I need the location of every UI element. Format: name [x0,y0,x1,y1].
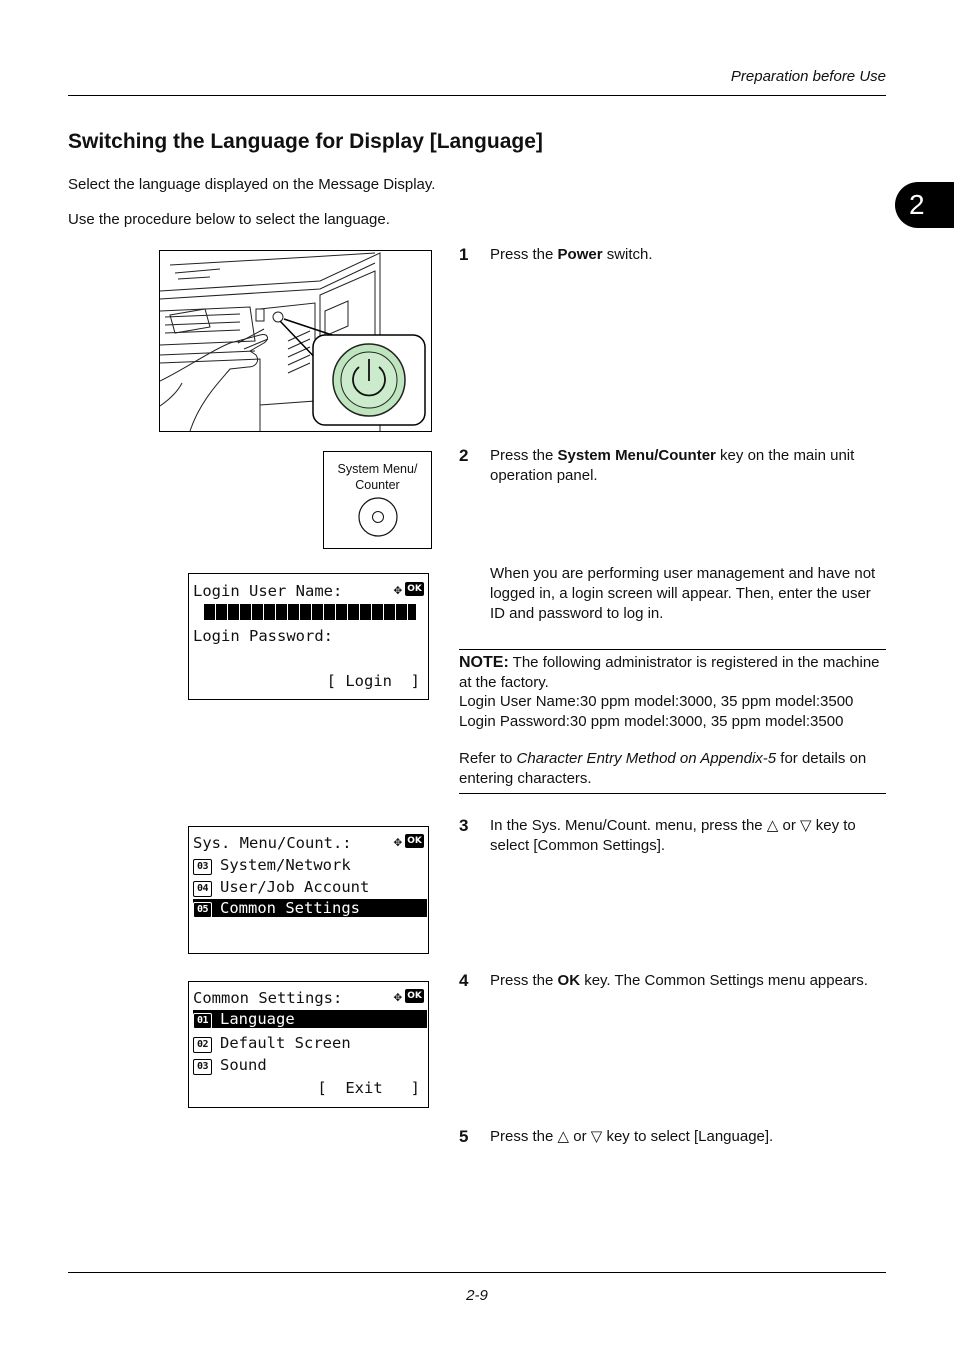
note-top-rule [459,649,886,650]
note-password: Login Password:30 ppm model:3000, 35 ppm model:3500 [459,712,844,730]
step-4-text [490,971,900,991]
login-user-name-label: Login User Name: [193,582,343,600]
note-spacer [459,731,886,749]
login-password-label: Login Password: [193,627,333,645]
note-refer-post: for details on entering characters. [459,750,867,787]
item-label: Common Settings [220,899,360,917]
system-menu-key-label [324,461,431,493]
ok-icon: OK [405,834,424,848]
item-label: System/Network [220,856,351,874]
intro-paragraph-1: Select the language displayed on the Message Display. [68,176,436,193]
step-2-pre: Press the [490,447,558,464]
navigation-arrows-icon: ✥ [393,989,402,1005]
key-button-icon [357,496,399,538]
footer-rule [68,1272,886,1273]
note-refer-link[interactable]: Character Entry Method on Appendix-5 [516,750,777,767]
menu-item-sound[interactable] [193,1055,428,1075]
item-number-badge: 01 [193,1013,212,1029]
user-name-entry-field [204,604,416,620]
step-2-text [490,446,886,486]
header-rule [68,95,886,96]
item-number-badge: 02 [193,1037,212,1053]
step-1-post: switch. [602,246,653,263]
chapter-tab [895,182,954,228]
common-settings-title: Common Settings: [193,989,343,1007]
menu-item-user-job-account[interactable] [193,877,428,897]
chapter-number: 2 [909,189,925,220]
step-5-number: 5 [459,1127,469,1146]
page-number: 2-9 [466,1287,488,1304]
key-label-line-2: Counter [355,478,400,492]
ok-icon: OK [405,582,424,596]
system-menu-key-illustration [323,451,432,549]
login-screen [188,573,429,700]
step-1-key: Power [557,246,603,263]
common-settings-screen [188,981,429,1108]
item-label: Language [220,1010,295,1028]
sys-menu-title: Sys. Menu/Count.: [193,834,352,852]
note-bottom-rule [459,793,886,794]
navigation-arrows-icon: ✥ [393,834,402,850]
step-5-text: Press the △ or ▽ key to select [Language]. [490,1128,774,1145]
item-label: Default Screen [220,1034,351,1052]
item-label: User/Job Account [220,878,370,896]
sys-menu-screen [188,826,429,954]
note-block [459,653,886,788]
note-intro [459,653,886,692]
item-label: Sound [220,1056,267,1074]
step-1-text [490,245,886,265]
login-button: [ Login ] [326,672,420,690]
note-refer [459,749,886,788]
step-2-post: key on the main unit operation panel. [490,447,855,484]
menu-item-common-settings[interactable] [193,899,427,917]
step-2-number: 2 [459,446,469,465]
power-switch-illustration [159,250,432,432]
intro-paragraph-2: Use the procedure below to select the language. [68,211,390,228]
step-4-number: 4 [459,971,469,990]
navigation-arrows-icon: ✥ [393,582,402,598]
key-label-line-1: System Menu/ [337,462,418,476]
ok-icon: OK [405,989,424,1003]
item-number-badge: 03 [193,859,212,875]
step-4-pre: Press the [490,972,558,989]
note-refer-pre: Refer to [459,750,517,767]
step-1-pre: Press the [490,246,558,263]
step-2-key: System Menu/Counter [557,447,716,464]
section-title: Switching the Language for Display [Language] [68,130,543,153]
note-intro-text: The following administrator is registered in the machine at the factory. [459,654,880,691]
item-number-badge: 05 [193,902,212,918]
step-4-key: OK [557,972,581,989]
item-number-badge: 03 [193,1059,212,1075]
menu-item-default-screen[interactable] [193,1033,428,1053]
step-1-number: 1 [459,245,469,264]
menu-item-system-network[interactable] [193,855,428,875]
item-number-badge: 04 [193,881,212,897]
step-3-number: 3 [459,816,469,835]
machine-drawing [160,251,431,431]
step-4-post: key. The Common Settings menu appears. [580,972,868,989]
menu-item-language[interactable] [193,1010,427,1028]
running-header: Preparation before Use [730,68,886,85]
exit-button: [ Exit ] [317,1079,420,1097]
step-3-text: In the Sys. Menu/Count. menu, press the △ or ▽ key to select [Common Settings]. [490,817,856,854]
login-info-text: When you are performing user management and have not logged in, a login screen will appear. Then, enter the user ID and password to log in. [490,565,876,622]
note-user-name: Login User Name:30 ppm model:3000, 35 ppm model:3500 [459,693,854,710]
note-label: NOTE: [459,654,509,671]
